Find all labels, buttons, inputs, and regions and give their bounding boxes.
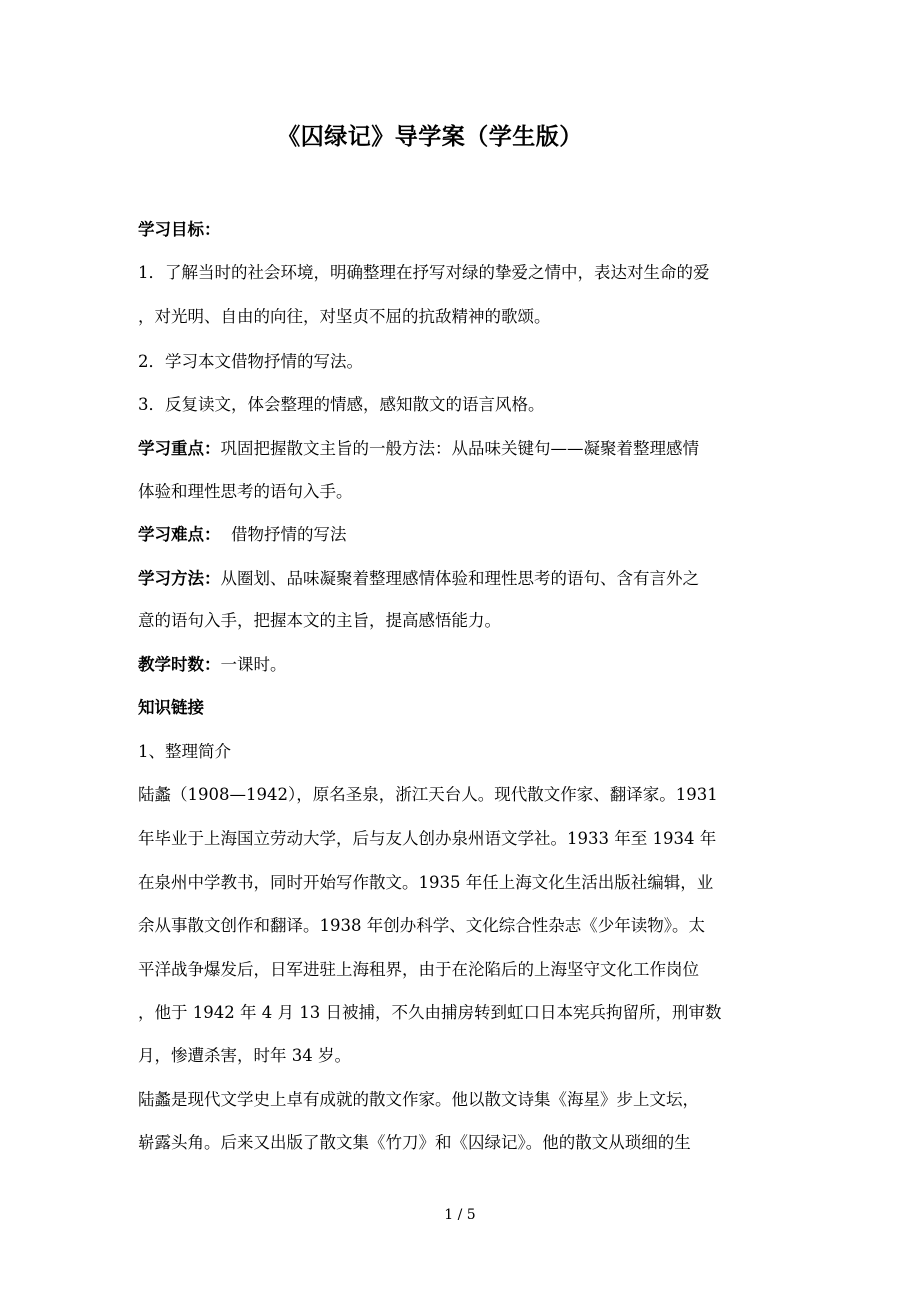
bio-p1-line-4: 余从事散文创作和翻译。1938 年创办科学、文化综合性杂志《少年读物》。太 — [138, 916, 705, 935]
bio-p1-line-3: 在泉州中学教书，同时开始写作散文。1935 年任上海文化生活出版社编辑，业 — [138, 873, 714, 892]
bio-p2-line-1: 陆蠡是现代文学史上卓有成就的散文作家。他以散文诗集《海星》步上文坛， — [138, 1090, 699, 1109]
method-text: 从圈划、品味凝聚着整理感情体验和理性思考的语句、含有言外之 — [220, 569, 699, 588]
key-points-text: 巩固把握散文主旨的一般方法：从品味关键句——凝聚着整理感情 — [220, 439, 699, 458]
key-points-line-2: 体验和理性思考的语句入手。 — [138, 482, 353, 501]
objectives-heading: 学习目标： — [138, 220, 221, 239]
page-indicator: 1 / 5 — [444, 1207, 476, 1223]
method-line-2: 意的语句入手，把握本文的主旨，提高感悟能力。 — [138, 611, 501, 630]
difficulty-text: 借物抒情的写法 — [220, 525, 347, 544]
objective-1-line-1: 1．了解当时的社会环境，明确整理在抒写对绿的挚爱之情中，表达对生命的爱 — [138, 263, 710, 282]
bio-p1-line-5: 平洋战争爆发后，日军进驻上海租界，由于在沦陷后的上海坚守文化工作岗位 — [138, 960, 699, 979]
bio-p1-line-1: 陆蠡（1908—1942），原名圣泉，浙江天台人。现代散文作家、翻译家。1931 — [138, 785, 718, 804]
objective-2: 2．学习本文借物抒情的写法。 — [138, 352, 363, 371]
key-points-label: 学习重点： — [138, 439, 221, 458]
key-points-line-1 — [138, 438, 788, 460]
method-line-1 — [138, 568, 788, 590]
method-label: 学习方法： — [138, 569, 221, 588]
difficulty-line — [138, 524, 788, 546]
objective-1-line-2: ，对光明、自由的向往，对坚贞不屈的抗敌精神的歌颂。 — [138, 307, 551, 326]
difficulty-label: 学习难点： — [138, 525, 221, 544]
intro-heading: 1、整理简介 — [138, 742, 231, 761]
document-title: 《囚绿记》导学案（学生版） — [277, 123, 583, 150]
bio-p1-line-2: 年毕业于上海国立劳动大学，后与友人创办泉州语文学社。1933 年至 1934 年 — [138, 829, 717, 848]
objective-3: 3．反复读文，体会整理的情感，感知散文的语言风格。 — [138, 395, 545, 414]
teaching-time-line — [138, 654, 788, 676]
bio-p2-line-2: 崭露头角。后来又出版了散文集《竹刀》和《囚绿记》。他的散文从琐细的生 — [138, 1133, 691, 1152]
knowledge-heading: 知识链接 — [138, 698, 204, 717]
bio-p1-line-6: ，他于 1942 年 4 月 13 日被捕，不久由捕房转到虹口日本宪兵拘留所，刑审数 — [138, 1003, 722, 1022]
teaching-time-text: 一课时。 — [220, 655, 287, 674]
bio-p1-line-7: 月，惨遭杀害，时年 34 岁。 — [138, 1046, 351, 1065]
teaching-time-label: 教学时数： — [138, 655, 221, 674]
